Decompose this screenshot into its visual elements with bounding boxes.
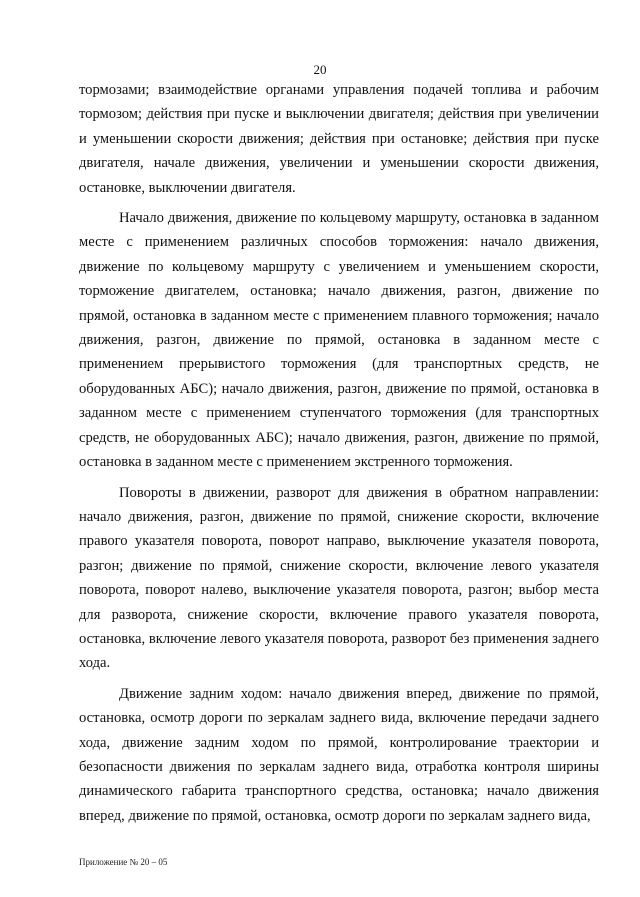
paragraph-turns-u-turn: Повороты в движении, разворот для движения в обратном направлении: начало движения, разгон, движение по прямой, снижение скорости, включение правого указателя поворота, поворот направо, выключение указателя поворота, разгон; движение по прямой, снижение скорости, включение левого указателя поворота, поворот налево, выключение указателя поворота, разгон; выбор места для разворота, снижение скорости, включение правого указателя поворота, остановка, включение левого указателя поворота, разворот без применения заднего хода. <box>79 484 599 672</box>
paragraph-continuation: тормозами; взаимодействие органами управления подачей топлива и рабочим тормозом; действия при пуске и выключении двигателя; действия при увеличении и уменьшении скорости движения; действия при остановке; действия при пуске двигателя, начале движения, увеличении и уменьшении скорости движения, остановке, выключении двигателя. <box>79 82 599 196</box>
footer-appendix-note: Приложение № 20 – 05 <box>79 857 168 867</box>
page-number: 20 <box>313 62 327 77</box>
paragraph-reverse-driving: Движение задним ходом: начало движения вперед, движение по прямой, остановка, осмотр дороги по зеркалам заднего вида, включение передачи заднего хода, движение задним ходом по прямой, контролирование траектории и безопасности движения по зеркалам заднего вида, отработка контроля ширины динамического габарита транспортного средства, остановка; начало движения вперед, движение по прямой, остановка, осмотр дороги по зеркалам заднего вида, <box>79 685 599 824</box>
body-text <box>79 78 599 828</box>
paragraph-start-ring-route: Начало движения, движение по кольцевому маршруту, остановка в заданном месте с применением различных способов торможения: начало движения, движение по кольцевому маршруту с увеличением и уменьшением скорости, торможение двигателем, остановка; начало движения, разгон, движение по прямой, остановка в заданном месте с применением плавного торможения; начало движения, разгон, движение по прямой, остановка в заданном месте с применением прерывистого торможения (для транспортных средств, не оборудованных АБС); начало движения, разгон, движение по прямой, остановка в заданном месте с применением ступенчатого торможения (для транспортных средств, не оборудованных АБС); начало движения, разгон, движение по прямой, остановка в заданном месте с применением экстренного торможения. <box>79 210 599 471</box>
